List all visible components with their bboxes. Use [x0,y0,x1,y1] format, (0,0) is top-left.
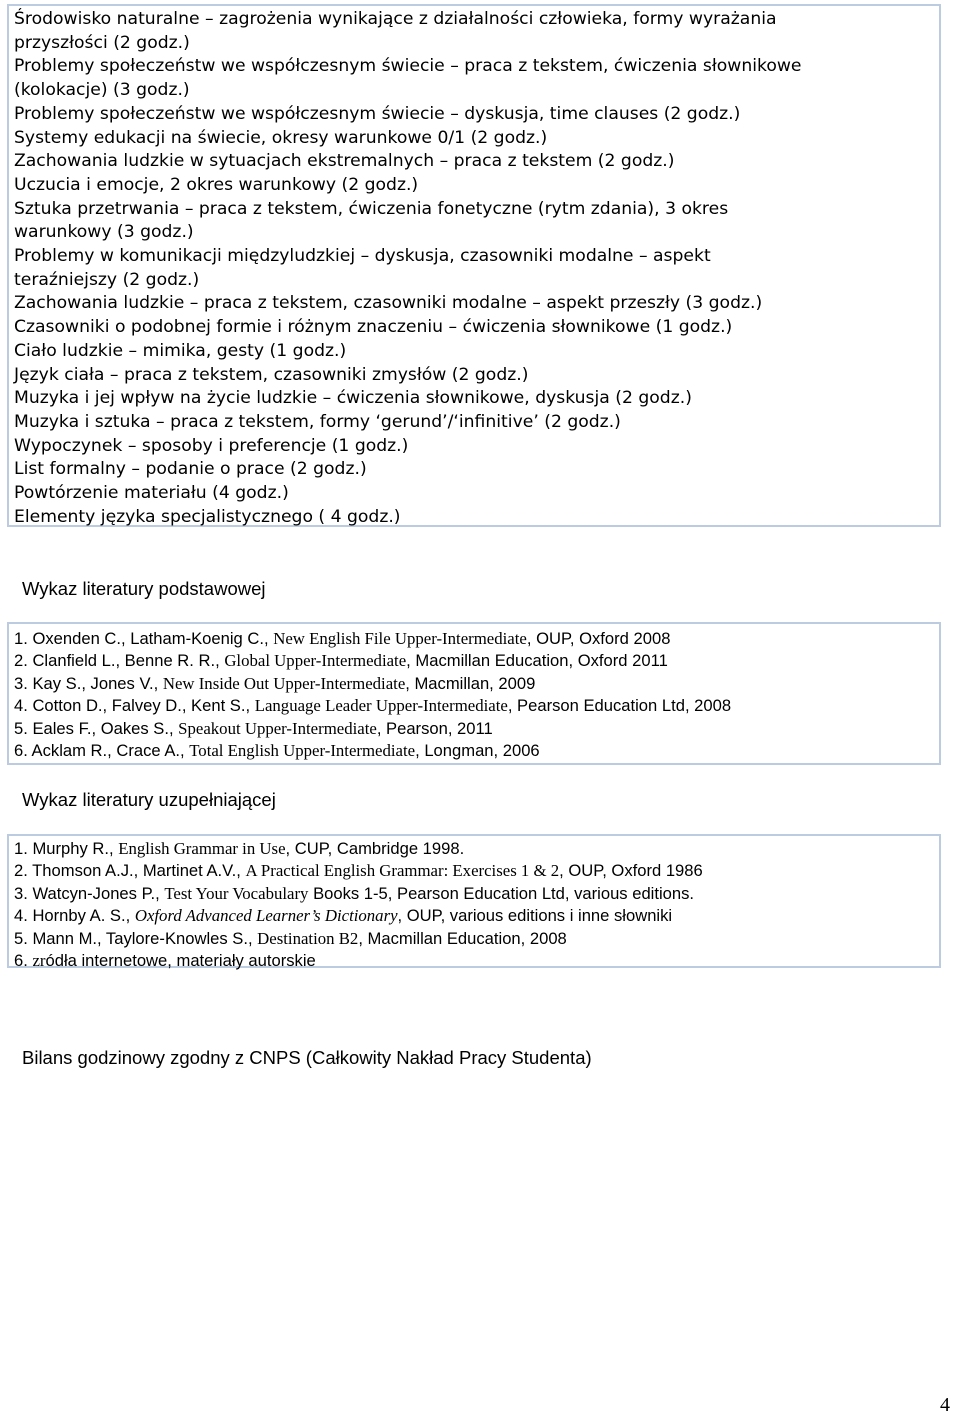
reference-item [14,673,939,695]
topic-line: warunkowy (3 godz.) [14,222,194,243]
reference-author: 1. Oxenden C., Latham-Koenig C., [14,629,274,648]
reference-title: Total English Upper-Intermediate [189,741,416,761]
reference-author: 4. Hornby A. S., [14,906,135,926]
topic-line: Sztuka przetrwania – praca z tekstem, ćwiczenia fonetyczne (rytm zdania), 3 okres [14,198,729,219]
reference-author: 3. Watcyn-Jones P., [14,883,165,903]
topic-line: Zachowania ludzkie w sytuacjach ekstremalnych – praca z tekstem (2 godz.) [14,151,675,172]
reference-author: 2. Thomson A.J., Martinet A.V., [14,861,246,881]
topic-line: Muzyka i sztuka – praca z tekstem, formy ‘gerund’/‘infinitive’ (2 godz.) [14,411,621,432]
reference-author: 2. Clanfield L., Benne R. R., [14,651,225,671]
supplementary-literature-table [7,834,941,971]
page-number: 4 [940,1394,950,1416]
reference-publisher: , Longman, 2006 [415,741,540,761]
reference-item [14,740,939,762]
topic-line: Środowisko naturalne – zagrożenia wynikające z działalności człowieka, formy wyrażania [14,9,777,29]
reference-item [14,718,939,740]
topic-line: teraźniejszy (2 godz.) [14,269,200,290]
reference-author: 1. Murphy R., [14,839,119,858]
reference-title: Language Leader Upper-Intermediate [254,696,508,716]
reference-title: English Grammar in Use [118,839,286,858]
basic-literature-heading: Wykaz literatury podstawowej [22,578,266,599]
reference-item [14,905,939,927]
basic-literature-table [7,622,941,765]
topic-line: Problemy społeczeństw we współczesnym świecie – praca z tekstem, ćwiczenia słownikowe [14,56,802,77]
reference-publisher: , CUP, Cambridge 1998. [285,839,465,858]
topic-line: List formalny – podanie o prace (2 godz.) [14,459,367,480]
reference-item [14,838,939,860]
topic-line: Elementy języka specjalistycznego ( 4 godz.) [14,506,401,527]
reference-title: Speakout Upper-Intermediate [178,718,377,738]
reference-publisher: , Pearson, 2011 [376,718,493,738]
topic-line: Czasowniki o podobnej formie i różnym znaczeniu – ćwiczenia słownikowe (1 godz.) [14,317,733,338]
topic-line: (kolokacje) (3 godz.) [14,80,190,101]
reference-author: 5. Mann M., Taylore-Knowles S., [14,928,258,948]
reference-publisher: , OUP, Oxford 2008 [526,629,671,648]
topic-line: przyszłości (2 godz.) [14,32,190,53]
topic-line: Wypoczynek – sposoby i preferencje (1 godz.) [14,435,409,456]
reference-item [14,950,939,972]
reference-publisher: Books 1-5, Pearson Education Ltd, various editions. [308,883,695,903]
topic-line: Zachowania ludzkie – praca z tekstem, czasowniki modalne – aspekt przeszły (3 godz.) [14,293,763,314]
topic-line: Problemy w komunikacji międzyludzkiej – dyskusja, czasowniki modalne – aspekt [14,246,711,267]
reference-author: 4. Cotton D., Falvey D., Kent S., [14,696,255,716]
reference-title: Test Your Vocabulary [164,883,309,903]
reference-publisher: , Pearson Education Ltd, 2008 [507,696,732,716]
topic-line: Uczucia i emocje, 2 okres warunkowy (2 godz.) [14,174,419,195]
reference-title: Oxford Advanced Learner’s Dictionary [134,906,398,926]
reference-title: New English File Upper-Intermediate [273,629,527,648]
cnps-statement: Bilans godzinowy zgodny z CNPS (Całkowity Nakład Pracy Studenta) [22,1047,592,1068]
topic-line: Powtórzenie materiału (4 godz.) [14,483,289,504]
topic-line: Ciało ludzkie – mimika, gesty (1 godz.) [14,340,347,361]
reference-title: A Practical English Grammar: Exercises 1 & 2 [245,861,560,881]
reference-publisher: ódła internetowe, materiały autorskie [45,951,316,971]
reference-author: 6. [14,951,33,971]
reference-item [14,883,939,905]
reference-author: 3. Kay S., Jones V., [14,673,163,693]
reference-title: zr [32,951,46,971]
reference-publisher: , Macmillan Education, Oxford 2011 [406,651,668,671]
reference-item [14,628,939,650]
topic-line: Język ciała – praca z tekstem, czasowniki zmysłów (2 godz.) [14,364,529,385]
supplementary-literature-heading: Wykaz literatury uzupełniającej [22,789,276,810]
reference-title: Global Upper-Intermediate [224,651,407,671]
reference-item [14,650,939,672]
reference-author: 5. Eales F., Oakes S., [14,718,179,738]
topic-line: Muzyka i jej wpływ na życie ludzkie – ćwiczenia słownikowe, dyskusja (2 godz.) [14,388,692,409]
reference-title: Destination B2 [257,928,359,948]
reference-author: 6. Acklam R., Crace A., [14,741,190,761]
reference-publisher: , Macmillan, 2009 [405,673,536,693]
reference-title: New Inside Out Upper-Intermediate [162,673,406,693]
reference-publisher: , Macmillan Education, 2008 [358,928,567,948]
reference-item [14,860,939,882]
topic-line: Problemy społeczeństw we współczesnym świecie – dyskusja, time clauses (2 godz.) [14,103,741,124]
reference-publisher: , OUP, various editions i inne słowniki [397,906,673,926]
reference-item [14,928,939,950]
reference-publisher: , OUP, Oxford 1986 [559,861,703,881]
reference-item [14,695,939,717]
course-topics-table [7,4,941,527]
topic-line: Systemy edukacji na świecie, okresy warunkowe 0/1 (2 godz.) [14,127,548,148]
